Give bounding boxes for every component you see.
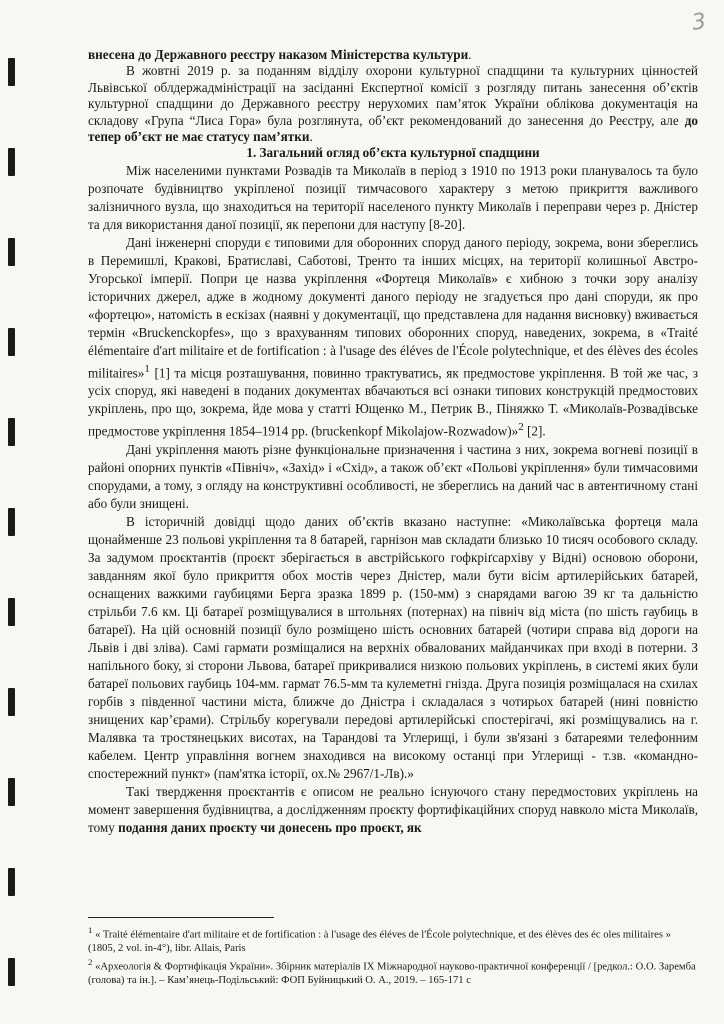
bold-run: внесена до Державного реєстру наказом Міністерства культури: [88, 47, 469, 62]
binding-hole: [8, 58, 15, 86]
text-run: Такі твердження проєктантів є описом не реально існуючого стану передмостових укріплень на момент завершення будівництва, а дослідженням проєкту фортифікаційних споруд навколо міста Миколаїв, тому: [88, 783, 698, 835]
text-run: .: [309, 129, 313, 145]
paragraph-registry: [88, 63, 698, 145]
paragraph-functions: Дані укріплення мають різне функціональне призначення і частина з них, зокрема вогневі позиції в районі опорних пунктів «Північ», «Захід» і «Схід», а також об’єкт «Польові укріплення» були тимчасовими спорудами, а тому, з огляду на конструктивні особливості, не збереглись на даний час в автентичному стані або були знищені.: [88, 441, 698, 511]
footnote-number: 2: [88, 956, 93, 967]
footnote-ref-2[interactable]: 2: [518, 421, 524, 434]
section-title: 1. Загальний огляд об’єкта культурної спадщини: [246, 145, 540, 161]
binding-hole: [8, 418, 15, 446]
paragraph-history: В історичній довідці щодо даних об’єктів вказано наступне: «Миколаївська фортеця мала щонайменше 23 польові укріплення та 8 батарей, гарнізон мав складати близько 10 тисяч особового складу. За задумом проєктантів (проєкт зберігається в австрійського гофкріґсархіву у Відні) основою оборони, завданням якої було прикриття обох мостів через Дністер, мали бути вісім артилерійських батарей, оснащених важкими гаубицями Берга зразка 1899 р. (150-мм) з снарядами вагою 39 кг та дальністю стрільби 7.6 км. Ці батареї розміщувалися в штольнях (потернах) на північ від міста (по шість гаубиць в батареї). На цій основній позиції було розміщено шість основних батарей (чотири справа від дороги на Львів і дві зліва). Самі гармати розміщалися на верхніх обвалованих майданчиках при вході в потерни. З напільного боку, зі сторони Львова, батареї прикривалися низкою польових укріплень, в системі яких були батареї польових гаубиць 104-мм. гармат 76.5-мм та кулеметні гнізда. Друга позиція розміщалася на схилах горбів з південної частини міста, ближче до Дністра і складалася з чотирьох батарей (нині повністю знищених кар’єрами). Стрільбу корегували передові артилерійські спостерігачі, які розміщувались на г. Малявка та тростянецьких висотах, на Тарандові та Углерищі, і були зв'язані з батареями телефонним кабелем. Центр управління вогнем знаходився на високому останці при Углерищі - т.зв. «командно-спостережний пункт» (пам'ятка історії, ох.№ 2967/1-Лв).»: [88, 513, 698, 781]
text-run: .: [468, 47, 472, 62]
binding-hole: [8, 238, 15, 266]
footnotes: [88, 924, 698, 987]
text-run: Дані інженерні споруди є типовими для оборонних споруд даного періоду, зокрема, вони збереглись в Перемишлі, Кракові, Братиславі, Саботові, Тренто та інших місцях, на території колишньої Австро-Угорської імперії. Попри це назва укріплення «Фортеця Миколаїв» є хибною з точки зору аналізу історичних джерел, адже в жодному документі даного періоду не згадується про дані споруди, як про «фортецю», натомість в ескізах (наявні у документації, що представлена для надання висновку) вживається термін «Bruckenckopfes», що з врахуванням типових оборонних споруд, наведених, зокрема, в «Traité élémentaire d'art militaire et de fortification : à l'usage des éléves de l'École polytechnique, et des élèves des écoles militaires»: [88, 234, 698, 381]
text-run: [1] та місця розташування, повинно трактуватись, як предмостове укріплення. В той же час, з усіх споруд, які наведені в поданих документах вбачаються всі ознаки типових конструкцій предмостових укріплень, про що, зокрема, йде мова у статті Ющенко М., Петрик В., Пiняжко Т. «Миколаїв-Розвадівське предмостове укріплення 1854–1914 рр. (bruckenkopf Mikolajow-Rozwadow)»: [88, 365, 698, 439]
footnote-text: « Traité élémentaire d'art militaire et de fortification : à l'usage des éléves de l'École polytechnique, et des élèves des éc oles militaires » (1805, 2 vol. in-4°), libr. Allais, Paris: [88, 929, 671, 955]
paragraph-claims: [88, 783, 698, 837]
binding-hole: [8, 868, 15, 896]
footnote-text: «Археологія & Фортифікація України». Збірник матеріалів IX Міжнародної науково-практичної конференції / [редкол.: О.О. Заремба (голова) та ін.]. – Кам’янець-Подільський: ФОП Буйницький О. А., 2019. – 165-171 с: [88, 961, 696, 986]
bold-run: подання даних проєкту чи донесень про проєкт, як: [118, 819, 422, 835]
footnote-separator: [88, 917, 274, 918]
binding-hole: [8, 958, 15, 986]
page-number-mark: 3: [690, 9, 708, 36]
paragraph-overview: Між населеними пунктами Розвадів та Миколаїв в період з 1910 по 1913 роки планувалось та було розпочате будівництво укріпленої позиції тимчасового характеру з метою прикриття важливого залізничного вузла, що знаходиться на території населеного пункту Миколаїв і переправи через р. Дністер та для використання даної позиції, як перепони для наступу [8-20].: [88, 162, 698, 232]
binding-hole: [8, 508, 15, 536]
binding-marks: [8, 20, 16, 1014]
binding-hole: [8, 688, 15, 716]
footnote-item: [88, 956, 698, 988]
footnote-item: [88, 924, 698, 956]
paragraph-engineering: [88, 234, 698, 441]
bold-run: до тепер об’єкт не має статусу пам’ятки: [88, 112, 698, 145]
document-body: [88, 47, 698, 837]
text-run: В жовтні 2019 р. за поданням відділу охорони культурної спадщини та культурних цінностей Львівської облдержадміністрації на засіданні Експертної комісії з розгляду питань занесення об’єктів культурної спадщини до Державного реєстру нерухомих пам’яток України облікова документація на складову «Група “Лиса Гора» була розглянута, об’єкт рекомендований до занесення до Реєстру, але: [88, 63, 698, 128]
binding-hole: [8, 148, 15, 176]
binding-hole: [8, 778, 15, 806]
footnote-number: 1: [88, 925, 93, 935]
binding-hole: [8, 328, 15, 356]
paragraph-continued: [88, 47, 698, 63]
footnote-ref-1[interactable]: 1: [144, 362, 150, 375]
text-run: [2].: [523, 423, 546, 439]
binding-hole: [8, 598, 15, 626]
